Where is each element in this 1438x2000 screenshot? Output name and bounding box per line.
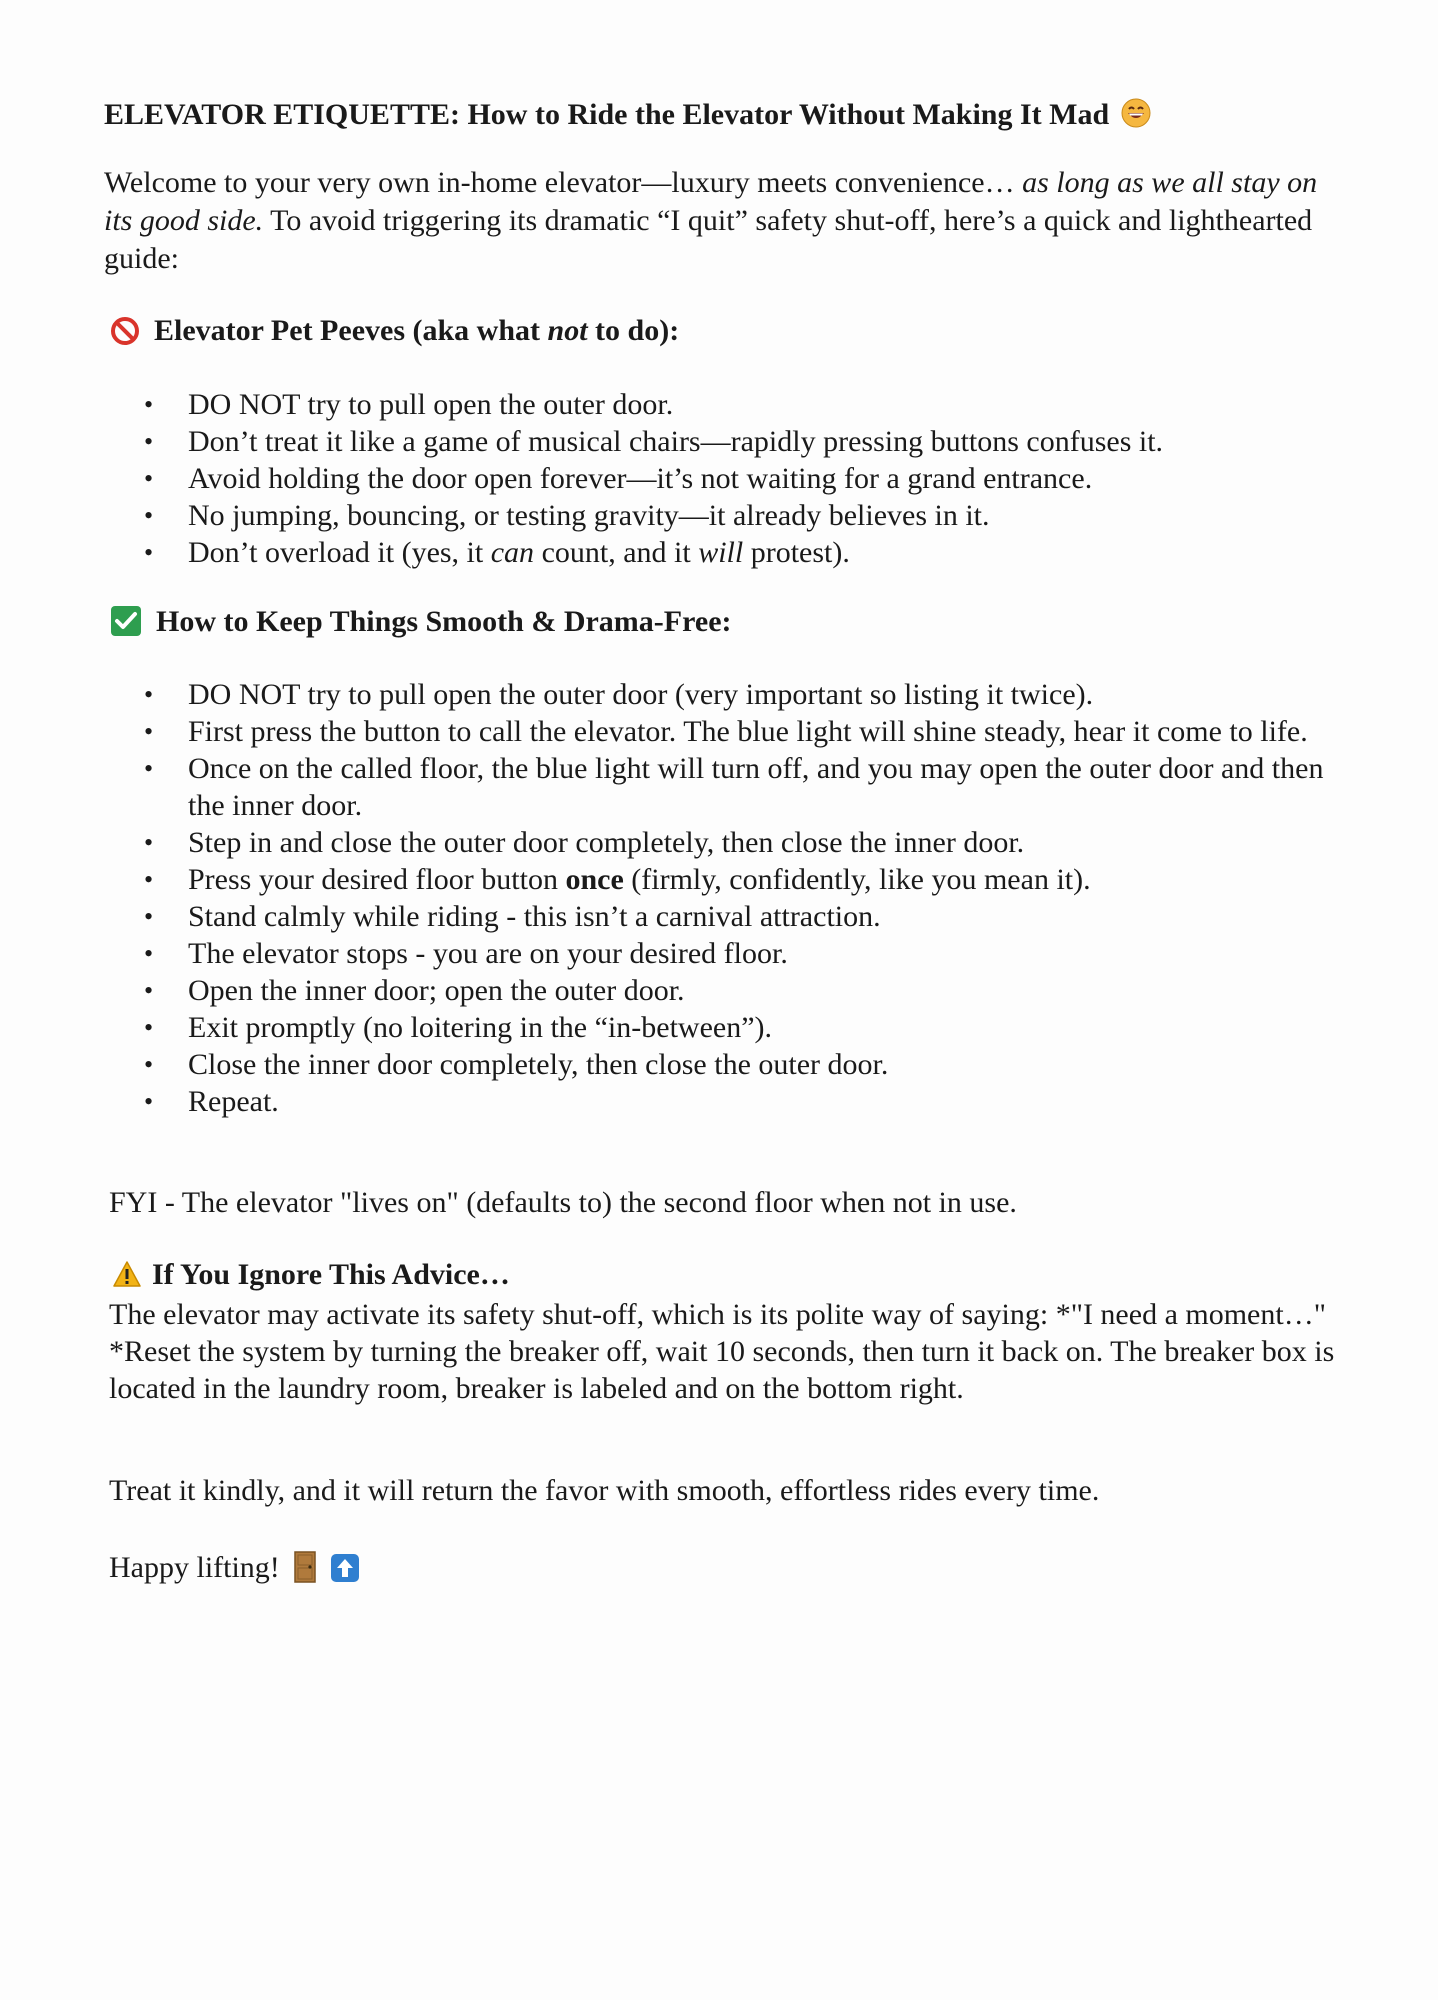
intro-text-b: To avoid triggering its dramatic “I quit” safety shut-off, here’s a quick and lighthearted guide: [104,204,1313,275]
list-item: • The elevator stops - you are on your desired floor. [0,935,1340,972]
fyi-note: FYI - The elevator "lives on" (defaults to) the second floor when not in use. [109,1186,1017,1219]
peeves-list [0,386,1340,571]
document-title [104,98,1151,136]
intro-text-a: Welcome to your very own in-home elevator—luxury meets convenience… [104,166,1023,199]
list-item [0,534,1340,571]
smooth-heading-text: How to Keep Things Smooth & Drama-Free: [156,605,732,638]
list-item-text: Press your desired floor button [188,863,566,896]
list-item: • DO NOT try to pull open the outer door. [0,386,1340,423]
list-item: • First press the button to call the elevator. The blue light will shine steady, hear it come to life. [0,713,1340,750]
up-arrow-icon [330,1553,360,1591]
smooth-list [0,676,1340,1120]
peeves-heading-text-a: Elevator Pet Peeves (aka what [154,314,548,347]
smooth-heading [110,605,732,645]
list-item: • Avoid holding the door open forever—it’s not waiting for a grand entrance. [0,460,1340,497]
peeves-heading-text-b: to do): [587,314,680,347]
list-item-italic: can [490,536,535,569]
list-item: • No jumping, bouncing, or testing gravity—it already believes in it. [0,497,1340,534]
warning-heading-text: If You Ignore This Advice… [152,1258,510,1291]
intro-italic: as long as we all stay on its good side. [104,166,1318,237]
list-item: • Exit promptly (no loitering in the “in-between”). [0,1009,1340,1046]
peeves-heading [110,314,679,354]
list-item: • Stand calmly while riding - this isn’t a carnival attraction. [0,898,1340,935]
list-item: • Open the inner door; open the outer door. [0,972,1340,1009]
list-item: • Repeat. [0,1083,1340,1120]
signoff-text: Happy lifting! [109,1551,280,1584]
door-icon [294,1551,316,1591]
grinning-face-icon [1121,98,1151,136]
list-item: • Don’t treat it like a game of musical chairs—rapidly pressing buttons confuses it. [0,423,1340,460]
list-item-text: protest). [743,536,850,569]
list-item-italic: will [698,536,744,569]
signoff [109,1551,360,1591]
list-item [0,861,1340,898]
list-item-text: (firmly, confidently, like you mean it). [623,863,1091,896]
list-item: • Close the inner door completely, then close the outer door. [0,1046,1340,1083]
list-item: • Step in and close the outer door completely, then close the inner door. [0,824,1340,861]
closing-line: Treat it kindly, and it will return the favor with smooth, effortless rides every time. [109,1474,1100,1507]
warning-heading [112,1258,510,1296]
list-item-bold: once [565,863,624,896]
prohibited-icon [110,316,140,354]
intro-paragraph [104,164,1344,278]
list-item: • DO NOT try to pull open the outer door (very important so listing it twice). [0,676,1340,713]
warning-body: The elevator may activate its safety shut-off, which is its polite way of saying: *"I need a moment…" *Reset the system by turning the breaker off, wait 10 seconds, then turn it back on. The breaker box is located in the laundry room, breaker is labeled and on the bottom right. [109,1298,1335,1405]
peeves-heading-italic: not [547,314,588,347]
check-box-icon [110,605,142,645]
list-item-text: Don’t overload it (yes, it [188,536,491,569]
list-item: • Once on the called floor, the blue light will turn off, and you may open the outer door and then the inner door. [0,750,1340,824]
title-text: ELEVATOR ETIQUETTE: How to Ride the Elevator Without Making It Mad [104,98,1110,131]
list-item-text: count, and it [534,536,699,569]
warning-icon [112,1260,142,1296]
